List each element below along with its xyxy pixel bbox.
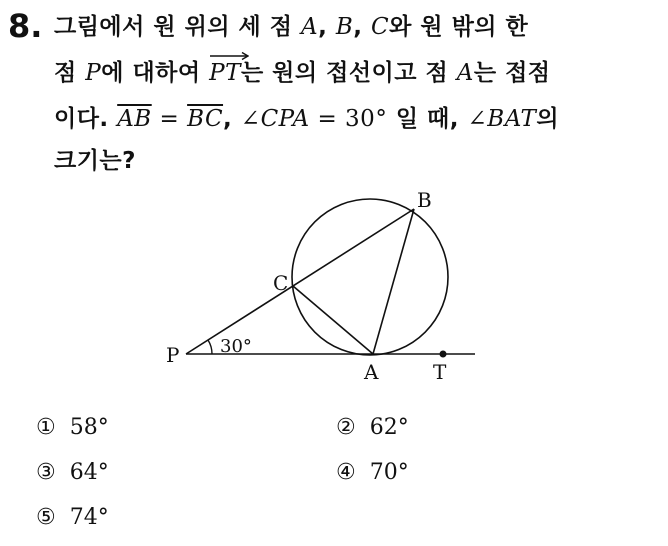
text: 이다.: [54, 106, 118, 132]
equals: =: [151, 106, 188, 132]
choice-mark: ③: [36, 460, 56, 485]
angle-arc: [208, 340, 212, 354]
equals: =: [309, 106, 346, 132]
text: 일 때,: [387, 106, 468, 132]
label-p: P: [166, 343, 180, 367]
label-a: A: [364, 360, 379, 384]
angle-value: 30°: [345, 106, 388, 132]
segment-ab: $\overline{AB}$: [117, 106, 152, 132]
text: 점: [54, 60, 86, 86]
label-c: C: [273, 271, 289, 295]
text: 는 원의 접선이고 점: [240, 60, 457, 86]
point-label: C: [371, 14, 390, 40]
angle-bat: ∠BAT: [467, 106, 537, 132]
choice-mark: ②: [336, 415, 356, 440]
circle: [292, 199, 448, 355]
choice-4[interactable]: [336, 459, 409, 487]
choice-mark: ①: [36, 415, 56, 440]
angle-cpa: ∠CPA: [240, 106, 310, 132]
choice-value: 58°: [69, 415, 109, 440]
point-t-dot: [440, 351, 447, 358]
text: 에 대하여: [101, 60, 210, 86]
point-label: P: [85, 60, 102, 86]
segment-bc: $\overline{BC}$: [187, 106, 224, 132]
vector-label: PT: [209, 60, 241, 86]
text: 와 원 밖의 한: [389, 14, 529, 40]
label-b: B: [417, 188, 432, 212]
choice-value: 64°: [69, 460, 109, 485]
choice-1[interactable]: [36, 414, 109, 442]
text: ,: [353, 14, 372, 40]
text: 그림에서 원 위의 세 점: [54, 14, 301, 40]
point-label: A: [456, 60, 474, 86]
choice-value: 62°: [369, 415, 409, 440]
choice-mark: ⑤: [36, 505, 56, 530]
text: 의: [536, 106, 560, 132]
text: 는 접점: [473, 60, 551, 86]
question-number: 8.: [8, 7, 43, 45]
choice-3[interactable]: [36, 459, 109, 487]
choice-value: 74°: [69, 505, 109, 530]
label-t: T: [433, 360, 447, 384]
choice-mark: ④: [336, 460, 356, 485]
point-label: B: [335, 14, 354, 40]
choice-5[interactable]: [36, 504, 109, 532]
point-label: A: [301, 14, 319, 40]
text: ,: [223, 106, 241, 132]
text: ,: [318, 14, 336, 40]
question-line-4: 크기는?: [54, 148, 136, 174]
choice-value: 70°: [369, 460, 409, 485]
choice-2[interactable]: [336, 414, 409, 442]
label-angle-30: 30°: [220, 336, 252, 357]
